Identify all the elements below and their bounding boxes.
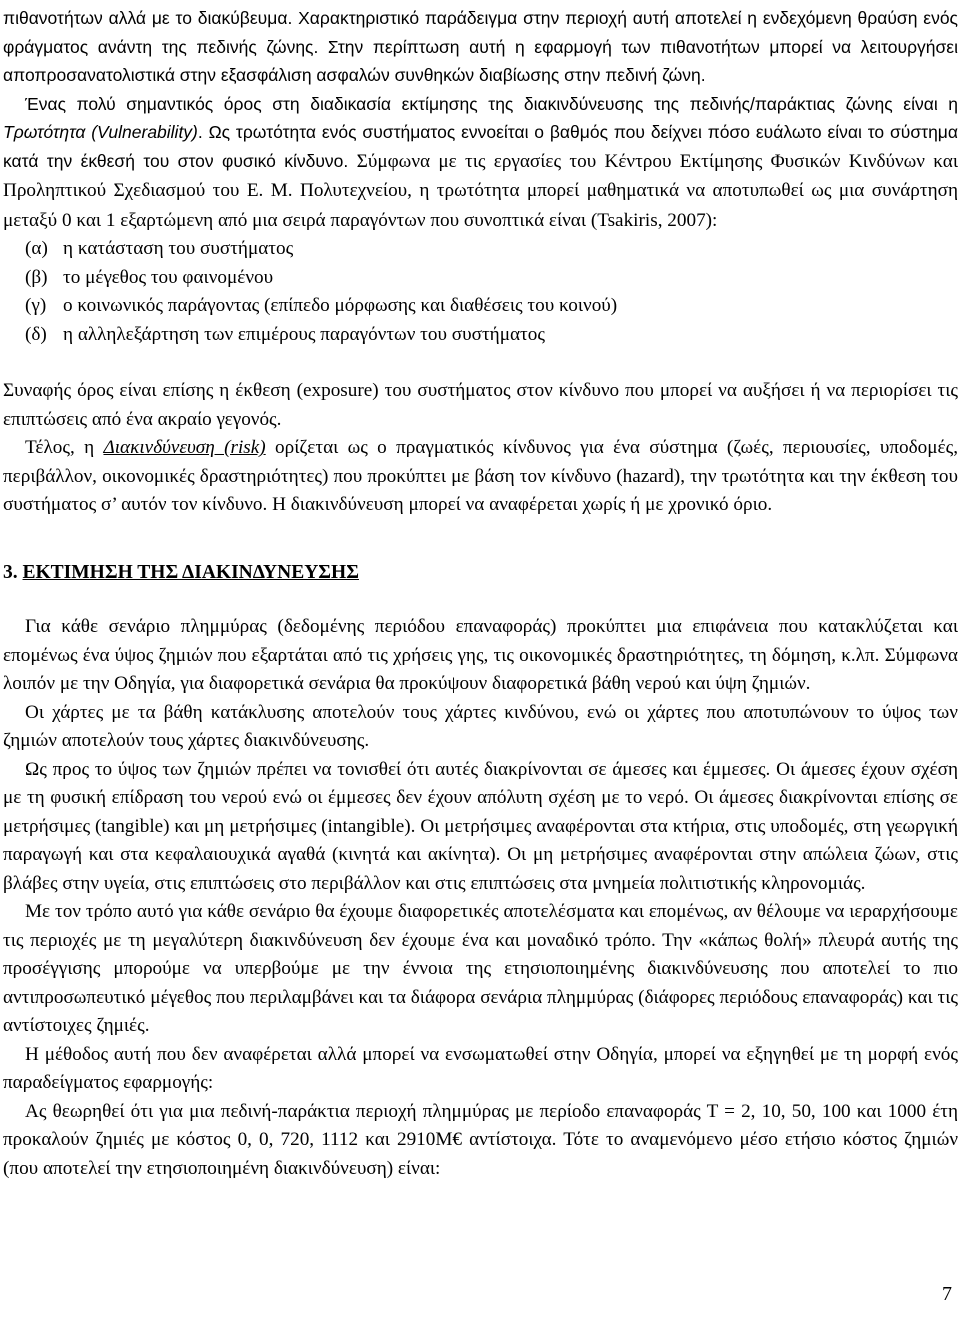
list-item-label: (γ) [25,295,47,317]
risk-paragraph [3,434,958,520]
section-heading [3,559,958,588]
list-item-text: ο κοινωνικός παράγοντας (επίπεδο μόρφωσης και διαθέσεις του κοινού) [63,295,618,317]
body-paragraph: Οι χάρτες με τα βάθη κατάκλυσης αποτελούν τους χάρτες κινδύνου, ενώ οι χάρτες που αποτυπώνουν το ύψος των ζημιών αποτελούν τους χάρτες διακινδύνευσης. [3,701,958,752]
section-title: ΕΚΤΙΜΗΣΗ ΤΗΣ ΔΙΑΚΙΝΔΥΝΕΥΣΗΣ [22,561,359,583]
list-item [3,292,958,321]
vulnerability-paragraph [3,90,958,236]
list-item-label: (α) [25,238,48,260]
exposure-paragraph: Συναφής όρος είναι επίσης η έκθεση (exposure) του συστήματος στον κίνδυνο που μπορεί να αυξήσει ή να περιορίσει τις επιπτώσεις από ένα ακραίο γεγονός. [3,380,958,430]
vulnerability-lead: Ένας πολύ σημαντικός όρος στη διαδικασία εκτίμησης της διακινδύνευσης της πεδινής/παράκτιας ζώνης είναι η [25,93,958,114]
body-paragraph: Ως προς το ύψος των ζημιών πρέπει να τονισθεί ότι αυτές διακρίνονται σε άμεσες και έμμεσες. Οι άμεσες έχουν σχέση με τη φυσική επίδραση του νερού ενώ οι έμμεσες δεν έχουν απόλυτη σχέση με το νερό. Οι άμεσες διακρίνονται επίσης σε μετρήσιμες (tangible) και μη μετρήσιμες (intangible). Οι μετρήσιμες αναφέρονται στα κτήρια, στις υποδομές, στη γεωργική παραγωγή και στα κεφαλαιουχικά αγαθά (κινητά και ακίνητα). Οι μη μετρήσιμες αναφέρονται στην απώλεια ζώων, στις βλάβες στην υγεία, στις επιπτώσεις στο περιβάλλον και στις επιπτώσεις στα μνημεία πολιτιστικής κληρονομιάς. [3,758,958,894]
section-number: 3. [3,561,23,583]
list-item-text: η κατάσταση του συστήματος [63,238,294,260]
vulnerability-term: Τρωτότητα (Vulnerability) [3,122,198,143]
list-item [3,264,958,293]
vulnerability-definition: . Ως τρωτότητα ενός συστήματος εννοείται ο βαθμός που δείχνει πόσο ευάλωτο είναι το σύστημα κατά την έκθεσή του στον φυσικό κίνδυνο. [3,122,958,171]
list-item-label: (δ) [25,323,47,345]
list-item [3,321,958,350]
body-paragraph: Η μέθοδος αυτή που δεν αναφέρεται αλλά μπορεί να ενσωματωθεί στην Οδηγία, μπορεί να εξηγηθεί με τη μορφή ενός παραδείγματος εφαρμογής: [3,1043,958,1094]
list-item [3,235,958,264]
list-item-text: το μέγεθος του φαινομένου [63,266,274,288]
body-paragraph: Ας θεωρηθεί ότι για μια πεδινή-παράκτια περιοχή πλημμύρας με περίοδο επαναφοράς Τ = 2, 10, 50, 100 και 1000 έτη προκαλούν ζημιές με κόστος 0, 0, 720, 1112 και 2910Μ€ αντίστοιχα. Τότε το αναμενόμενο μέσο ετήσιο κόστος ζημιών (που αποτελεί την ετησιοποιημένη διακινδύνευση) είναι: [3,1100,958,1179]
vulnerability-factors-intro: Σύμφωνα με τις εργασίες του Κέντρου Εκτίμησης Φυσικών Κινδύνων και Προληπτικού Σχεδιασμού του Ε. Μ. Πολυτεχνείου, η τρωτότητα μπορεί μαθηματικά να αποτυπωθεί ως μια συνάρτηση μεταξύ 0 και 1 εξαρτώμενη από μια σειρά παραγόντων που συνοπτικά είναι (Tsakiris, 2007): [3,150,958,231]
list-item-text: η αλληλεξάρτηση των επιμέρους παραγόντων του συστήματος [63,323,545,345]
spacer [3,587,958,613]
spacer [3,349,958,377]
risk-definition: ορίζεται ως ο πραγματικός κίνδυνος για ένα σύστημα (ζωές, περιουσίες, υποδομές, περιβάλλον, οικονομικές δραστηριότητες) που προκύπτει με βάση τον κίνδυνο (hazard), την τρωτότητα και την έκθεση του συστήματος σ’ αυτόν τον κίνδυνο. Η διακινδύνευση μπορεί να αναφέρεται χωρίς ή με χρονικό όριο. [3,437,958,516]
vulnerability-factors-list [3,235,958,349]
body-paragraph: Με τον τρόπο αυτό για κάθε σενάριο θα έχουμε διαφορετικές αποτελέσματα και επομένως, αν θέλουμε να ιεραρχήσουμε τις περιοχές με τη μεγαλύτερη διακινδύνευση δεν έχουμε ένα και μοναδικό τρόπο. Την «κάπως θολή» πλευρά αυτής της προσέγγισης μπορούμε να υπερβούμε με την έννοια της ετησιοποιημένης διακινδύνευσης που αποτελεί το πιο αντιπροσωπευτικό μέγεθος που περιλαμβάνει και τα διάφορα σενάρια πλημμύρας (διάφορες περιόδους επαναφοράς) και τις αντίστοιχες ζημιές. [3,901,958,1037]
spacer [3,520,958,559]
intro-paragraph: πιθανοτήτων αλλά με το διακύβευμα. Χαρακτηριστικό παράδειγμα στην περιοχή αυτή αποτελεί η ενδεχόμενη θραύση ενός φράγματος ανάντη της πεδινής ζώνης. Στην περίπτωση αυτή η εφαρμογή των πιθανοτήτων μπορεί να λειτουργήσει αποπροσανατολιστικά στην εξασφάλιση ασφαλών συνθηκών διαβίωσης στην πεδινή ζώνη. [3,8,958,86]
body-paragraph: Για κάθε σενάριο πλημμύρας (δεδομένης περιόδου επαναφοράς) προκύπτει μια επιφάνεια που κατακλύζεται και επομένως ένα ύψος ζημιών που εξαρτάται από τις χρήσεις γης, τις οικονομικές δραστηριότητες, τη δόμηση, κ.λπ. Σύμφωνα λοιπόν με την Οδηγία, για διαφορετικά σενάρια θα προκύψουν διαφορετικά βάθη νερού και ύψη ζημιών. [3,616,958,695]
risk-lead: Τέλος, η [25,437,104,459]
risk-term: Διακινδύνευση (risk) [103,437,266,459]
page-number: 7 [942,1283,952,1305]
list-item-label: (β) [25,266,48,288]
